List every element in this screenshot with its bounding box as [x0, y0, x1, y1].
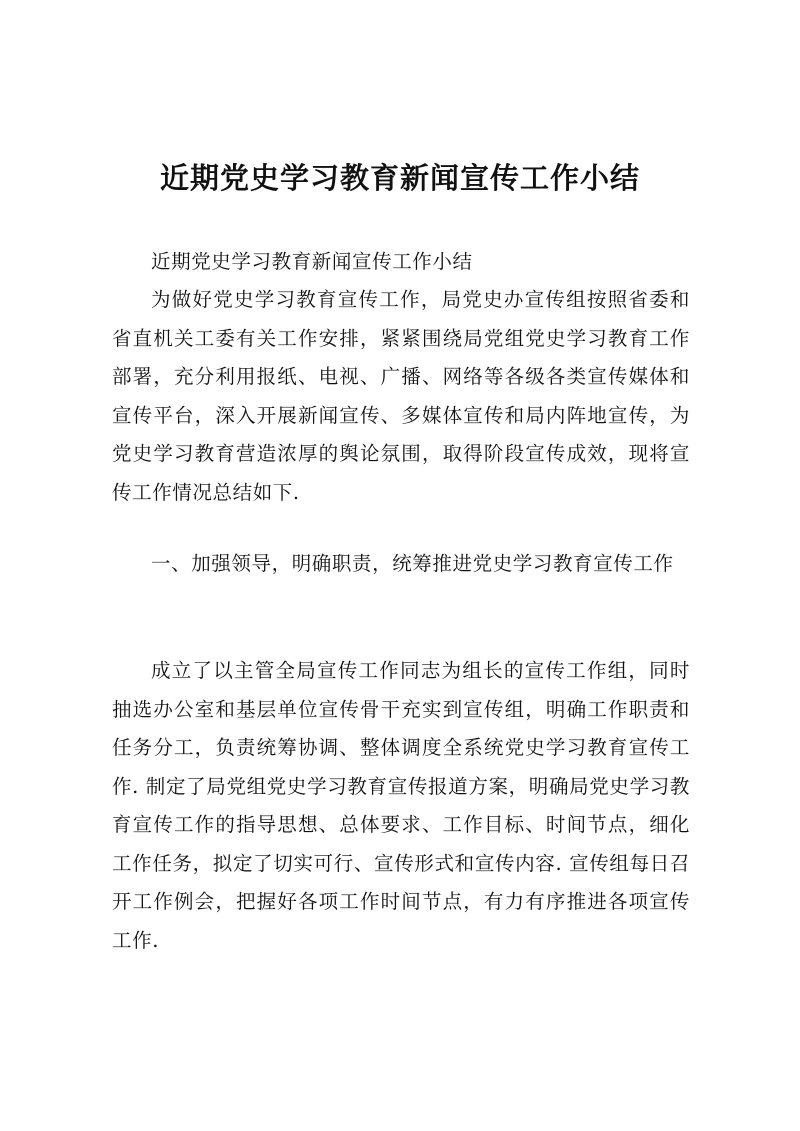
- section-paragraph: 成立了以主管全局宣传工作同志为组长的宣传工作组，同时抽选办公室和基层单位宣传骨干充实到宣传组，明确工作职责和任务分工，负责统筹协调、整体调度全系统党史学习教育宣传工作. 制定了局党组党史学习教育宣传报道方案，明确局党史学习教育宣传工作的指导思想、总体要求、工作目标、时间节点，细化工作任务，拟定了切实可行、宣传形式和宣传内容. 宣传组每日召开工作例会，把握好各项工作时间节点，有力有序推进各项宣传工作.: [112, 659, 690, 952]
- document-title: 近期党史学习教育新闻宣传工作小结: [159, 161, 640, 195]
- intro-paragraph: 为做好党史学习教育宣传工作，局党史办宣传组按照省委和省直机关工委有关工作安排，紧紧围绕局党组党史学习教育工作部署，充分利用报纸、电视、广播、网络等各级各类宣传媒体和宣传平台，深入开展新闻宣传、多媒体宣传和局内阵地宣传，为党史学习教育营造浓厚的舆论氛围，取得阶段宣传成效，现将宣传工作情况总结如下.: [112, 288, 690, 504]
- section-heading: 一、加强领导，明确职责，统筹推进党史学习教育宣传工作: [151, 552, 674, 575]
- document-subtitle: 近期党史学习教育新闻宣传工作小结: [151, 250, 473, 273]
